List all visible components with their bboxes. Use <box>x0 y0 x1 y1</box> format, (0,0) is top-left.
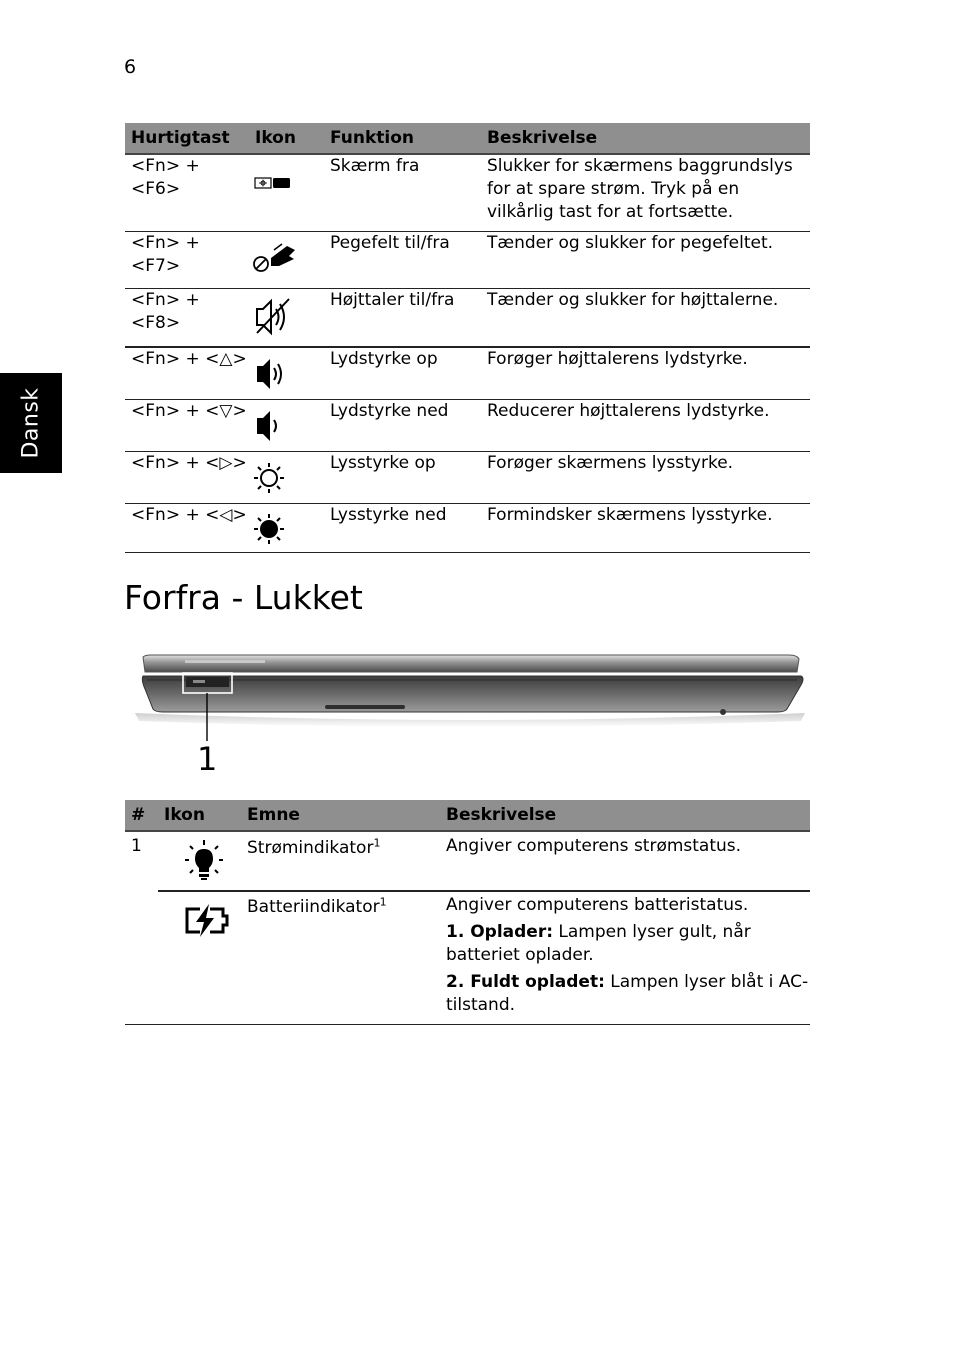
function-cell: Lydstyrke op <box>324 347 481 399</box>
table-row <box>125 231 810 288</box>
touchpad-toggle-icon <box>249 232 324 282</box>
language-tab-label: Dansk <box>18 387 44 459</box>
brightness-up-icon <box>249 452 324 502</box>
table-row <box>125 891 810 1024</box>
description-cell: Forøger skærmens lysstyrke. <box>481 451 810 503</box>
header-icon: Ikon <box>158 800 241 831</box>
header-function: Funktion <box>324 123 481 154</box>
description-cell: Slukker for skærmens baggrundslys for at spare strøm. Tryk på en vilkårlig tast for at fortsætte. <box>481 154 810 231</box>
description-cell: Tænder og slukker for højttalerne. <box>481 288 810 347</box>
function-cell: Lysstyrke ned <box>324 503 481 552</box>
function-cell: Lydstyrke ned <box>324 399 481 451</box>
header-description: Beskrivelse <box>440 800 810 831</box>
description-cell: Tænder og slukker for pegefeltet. <box>481 231 810 288</box>
header-number: # <box>125 800 158 831</box>
laptop-front-closed-illustration <box>125 645 810 780</box>
hotkey-cell: <Fn> + <▷> <box>125 451 249 503</box>
charging-detail: 1. Oplader: Lampen lyser gult, når batteriet oplader. <box>446 922 751 965</box>
power-indicator-icon <box>158 832 241 888</box>
table-row <box>125 831 810 891</box>
hotkey-cell: <Fn> + <△> <box>125 347 249 399</box>
item-number: 1 <box>131 836 142 856</box>
item-description: Angiver computerens strømstatus. <box>440 831 810 891</box>
item-name: Strømindikator$^1$ <box>241 831 440 891</box>
description-cell: Forøger højttalerens lydstyrke. <box>481 347 810 399</box>
table-row <box>125 399 810 451</box>
speaker-mute-icon <box>249 289 324 344</box>
table-row <box>125 451 810 503</box>
battery-status-text: Angiver computerens batteristatus. <box>446 895 749 915</box>
hotkey-cell: <Fn> + <▽> <box>125 399 249 451</box>
fully-charged-detail: 2. Fuldt opladet: Lampen lyser blåt i AC-tilstand. <box>446 972 809 1015</box>
hotkey-cell: <Fn> + <F6> <box>125 154 249 231</box>
item-description <box>440 891 810 1024</box>
table-row <box>125 288 810 347</box>
header-hotkey: Hurtigtast <box>125 123 249 154</box>
item-number <box>125 891 158 1024</box>
volume-down-icon <box>249 400 324 450</box>
display-off-icon <box>249 155 324 195</box>
hotkey-table <box>125 123 810 553</box>
function-cell: Skærm fra <box>324 154 481 231</box>
table-row <box>125 154 810 231</box>
function-cell: Højttaler til/fra <box>324 288 481 347</box>
hotkey-cell: <Fn> + <F7> <box>125 231 249 288</box>
item-name: Batteriindikator$^1$ <box>241 891 440 1024</box>
header-item: Emne <box>241 800 440 831</box>
language-tab <box>0 373 62 473</box>
table-row <box>125 503 810 552</box>
header-description: Beskrivelse <box>481 123 810 154</box>
hotkey-cell: <Fn> + <◁> <box>125 503 249 552</box>
volume-up-icon <box>249 348 324 398</box>
description-cell: Reducerer højttalerens lydstyrke. <box>481 399 810 451</box>
table-row <box>125 347 810 399</box>
front-table-header <box>125 800 810 831</box>
callout-number: 1 <box>197 740 218 778</box>
header-icon: Ikon <box>249 123 324 154</box>
description-cell: Formindsker skærmens lysstyrke. <box>481 503 810 552</box>
section-title: Forfra - Lukket <box>124 578 363 617</box>
function-cell: Lysstyrke op <box>324 451 481 503</box>
function-cell: Pegefelt til/fra <box>324 231 481 288</box>
battery-indicator-icon <box>158 892 241 952</box>
front-view-table <box>125 800 810 1025</box>
brightness-down-icon <box>249 504 324 552</box>
page-number: 6 <box>124 56 137 78</box>
hotkey-cell: <Fn> + <F8> <box>125 288 249 347</box>
hotkey-table-header <box>125 123 810 154</box>
